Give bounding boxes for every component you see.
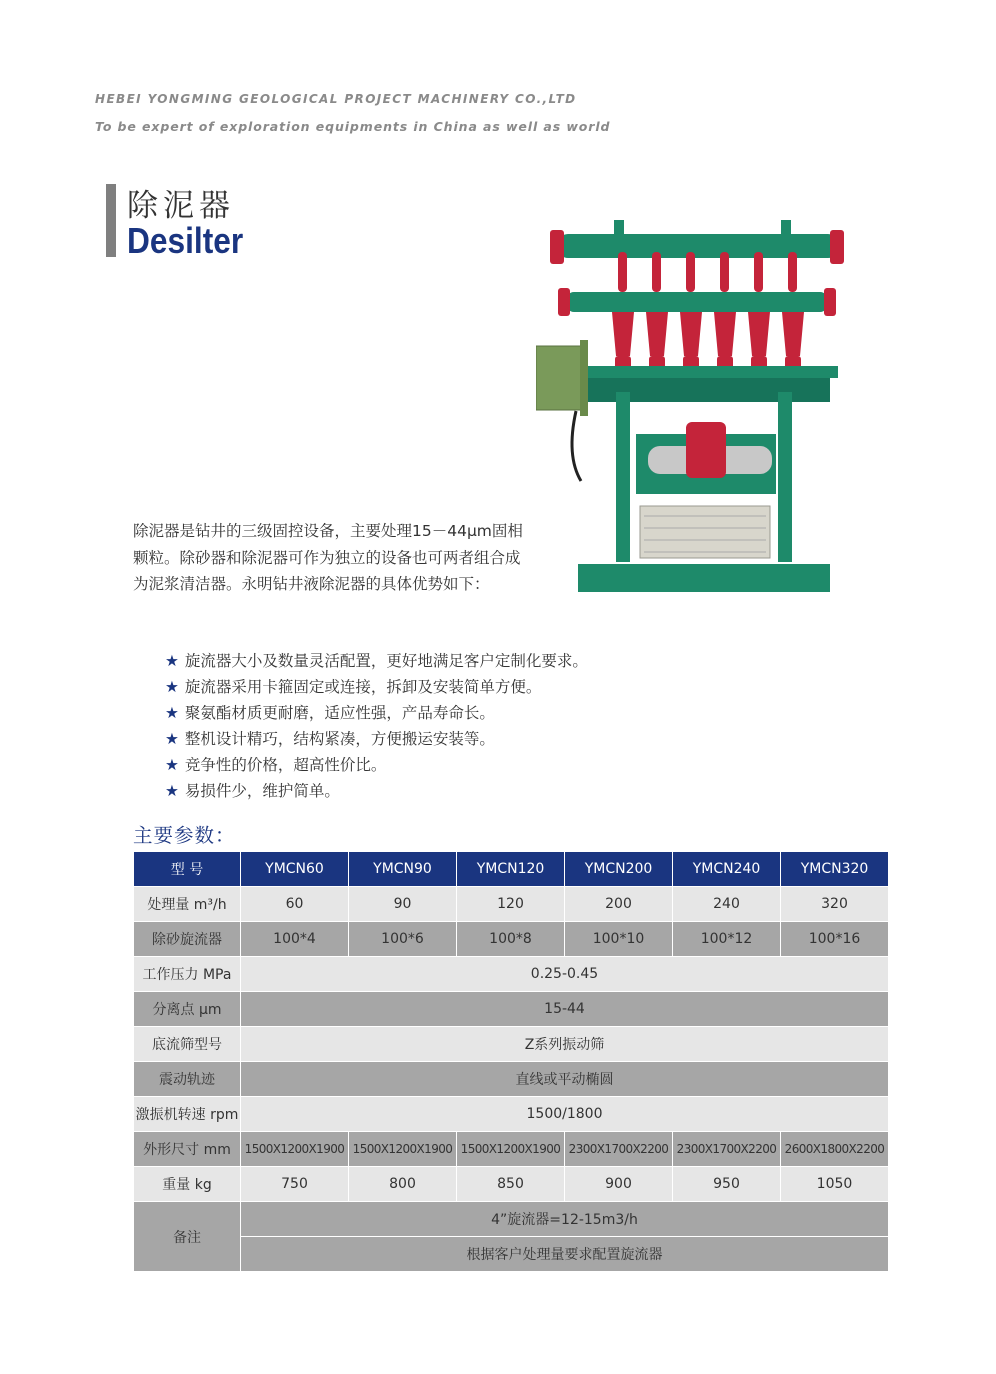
- parameters-table: [133, 851, 889, 1272]
- feature-item: ★ 旋流器大小及数量灵活配置，更好地满足客户定制化要求。: [165, 652, 588, 670]
- table-row: 震动轨迹 直线或平动椭圆: [134, 1062, 889, 1097]
- table-row: 底流筛型号 Z系列振动筛: [134, 1027, 889, 1062]
- table-row: 工作压力 MPa 0.25-0.45: [134, 957, 889, 992]
- section-title: 主要参数：: [133, 824, 236, 847]
- star-icon: ★: [165, 652, 179, 670]
- table-row: 激振机转速 rpm 1500/1800: [134, 1097, 889, 1132]
- star-icon: ★: [165, 704, 179, 722]
- title-accent-bar: [106, 184, 116, 257]
- table-row: 处理量 m³/h 60 90 120 200 240 320: [134, 887, 889, 922]
- page-title-en: Desilter: [127, 220, 244, 261]
- intro-paragraph: 除泥器是钻井的三级固控设备，主要处理15－44μm固相颗粒。除砂器和除泥器可作为独立的设备也可两者组合成为泥浆清洁器。永明钻井液除泥器的具体优势如下：: [133, 522, 523, 593]
- feature-item: ★ 易损件少，维护简单。: [165, 782, 340, 800]
- feature-item: ★ 竞争性的价格，超高性价比。: [165, 756, 387, 774]
- feature-item: ★ 整机设计精巧，结构紧凑，方便搬运安装等。: [165, 730, 495, 748]
- feature-item: ★ 旋流器采用卡箍固定或连接，拆卸及安装简单方便。: [165, 678, 542, 696]
- desilter-machine-image: [536, 216, 846, 601]
- table-row: 重量 kg 750 800 850 900 950 1050: [134, 1167, 889, 1202]
- feature-list: [165, 648, 588, 804]
- star-icon: ★: [165, 782, 179, 800]
- table-row: 分离点 μm 15-44: [134, 992, 889, 1027]
- table-row-notes: 备注 4”旋流器=12-15m3/h: [134, 1202, 889, 1237]
- star-icon: ★: [165, 756, 179, 774]
- table-row: 除砂旋流器 100*4 100*6 100*8 100*10 100*12 100*16: [134, 922, 889, 957]
- feature-item: ★ 聚氨酯材质更耐磨，适应性强，产品寿命长。: [165, 704, 495, 722]
- company-slogan: To be expert of exploration equipments in China as well as world: [95, 119, 611, 134]
- star-icon: ★: [165, 730, 179, 748]
- table-row-notes: 根据客户处理量要求配置旋流器: [134, 1237, 889, 1272]
- table-header-row: 型 号 YMCN60 YMCN90 YMCN120 YMCN200 YMCN240 YMCN320: [134, 852, 889, 887]
- star-icon: ★: [165, 678, 179, 696]
- page-title-cn: 除泥器: [127, 188, 235, 224]
- company-name: HEBEI YONGMING GEOLOGICAL PROJECT MACHINERY CO.,LTD: [95, 92, 577, 106]
- table-row: 外形尺寸 mm 1500X1200X1900 1500X1200X1900 1500X1200X1900 2300X1700X2200 2300X1700X2200 2600X1800X2200: [134, 1132, 889, 1167]
